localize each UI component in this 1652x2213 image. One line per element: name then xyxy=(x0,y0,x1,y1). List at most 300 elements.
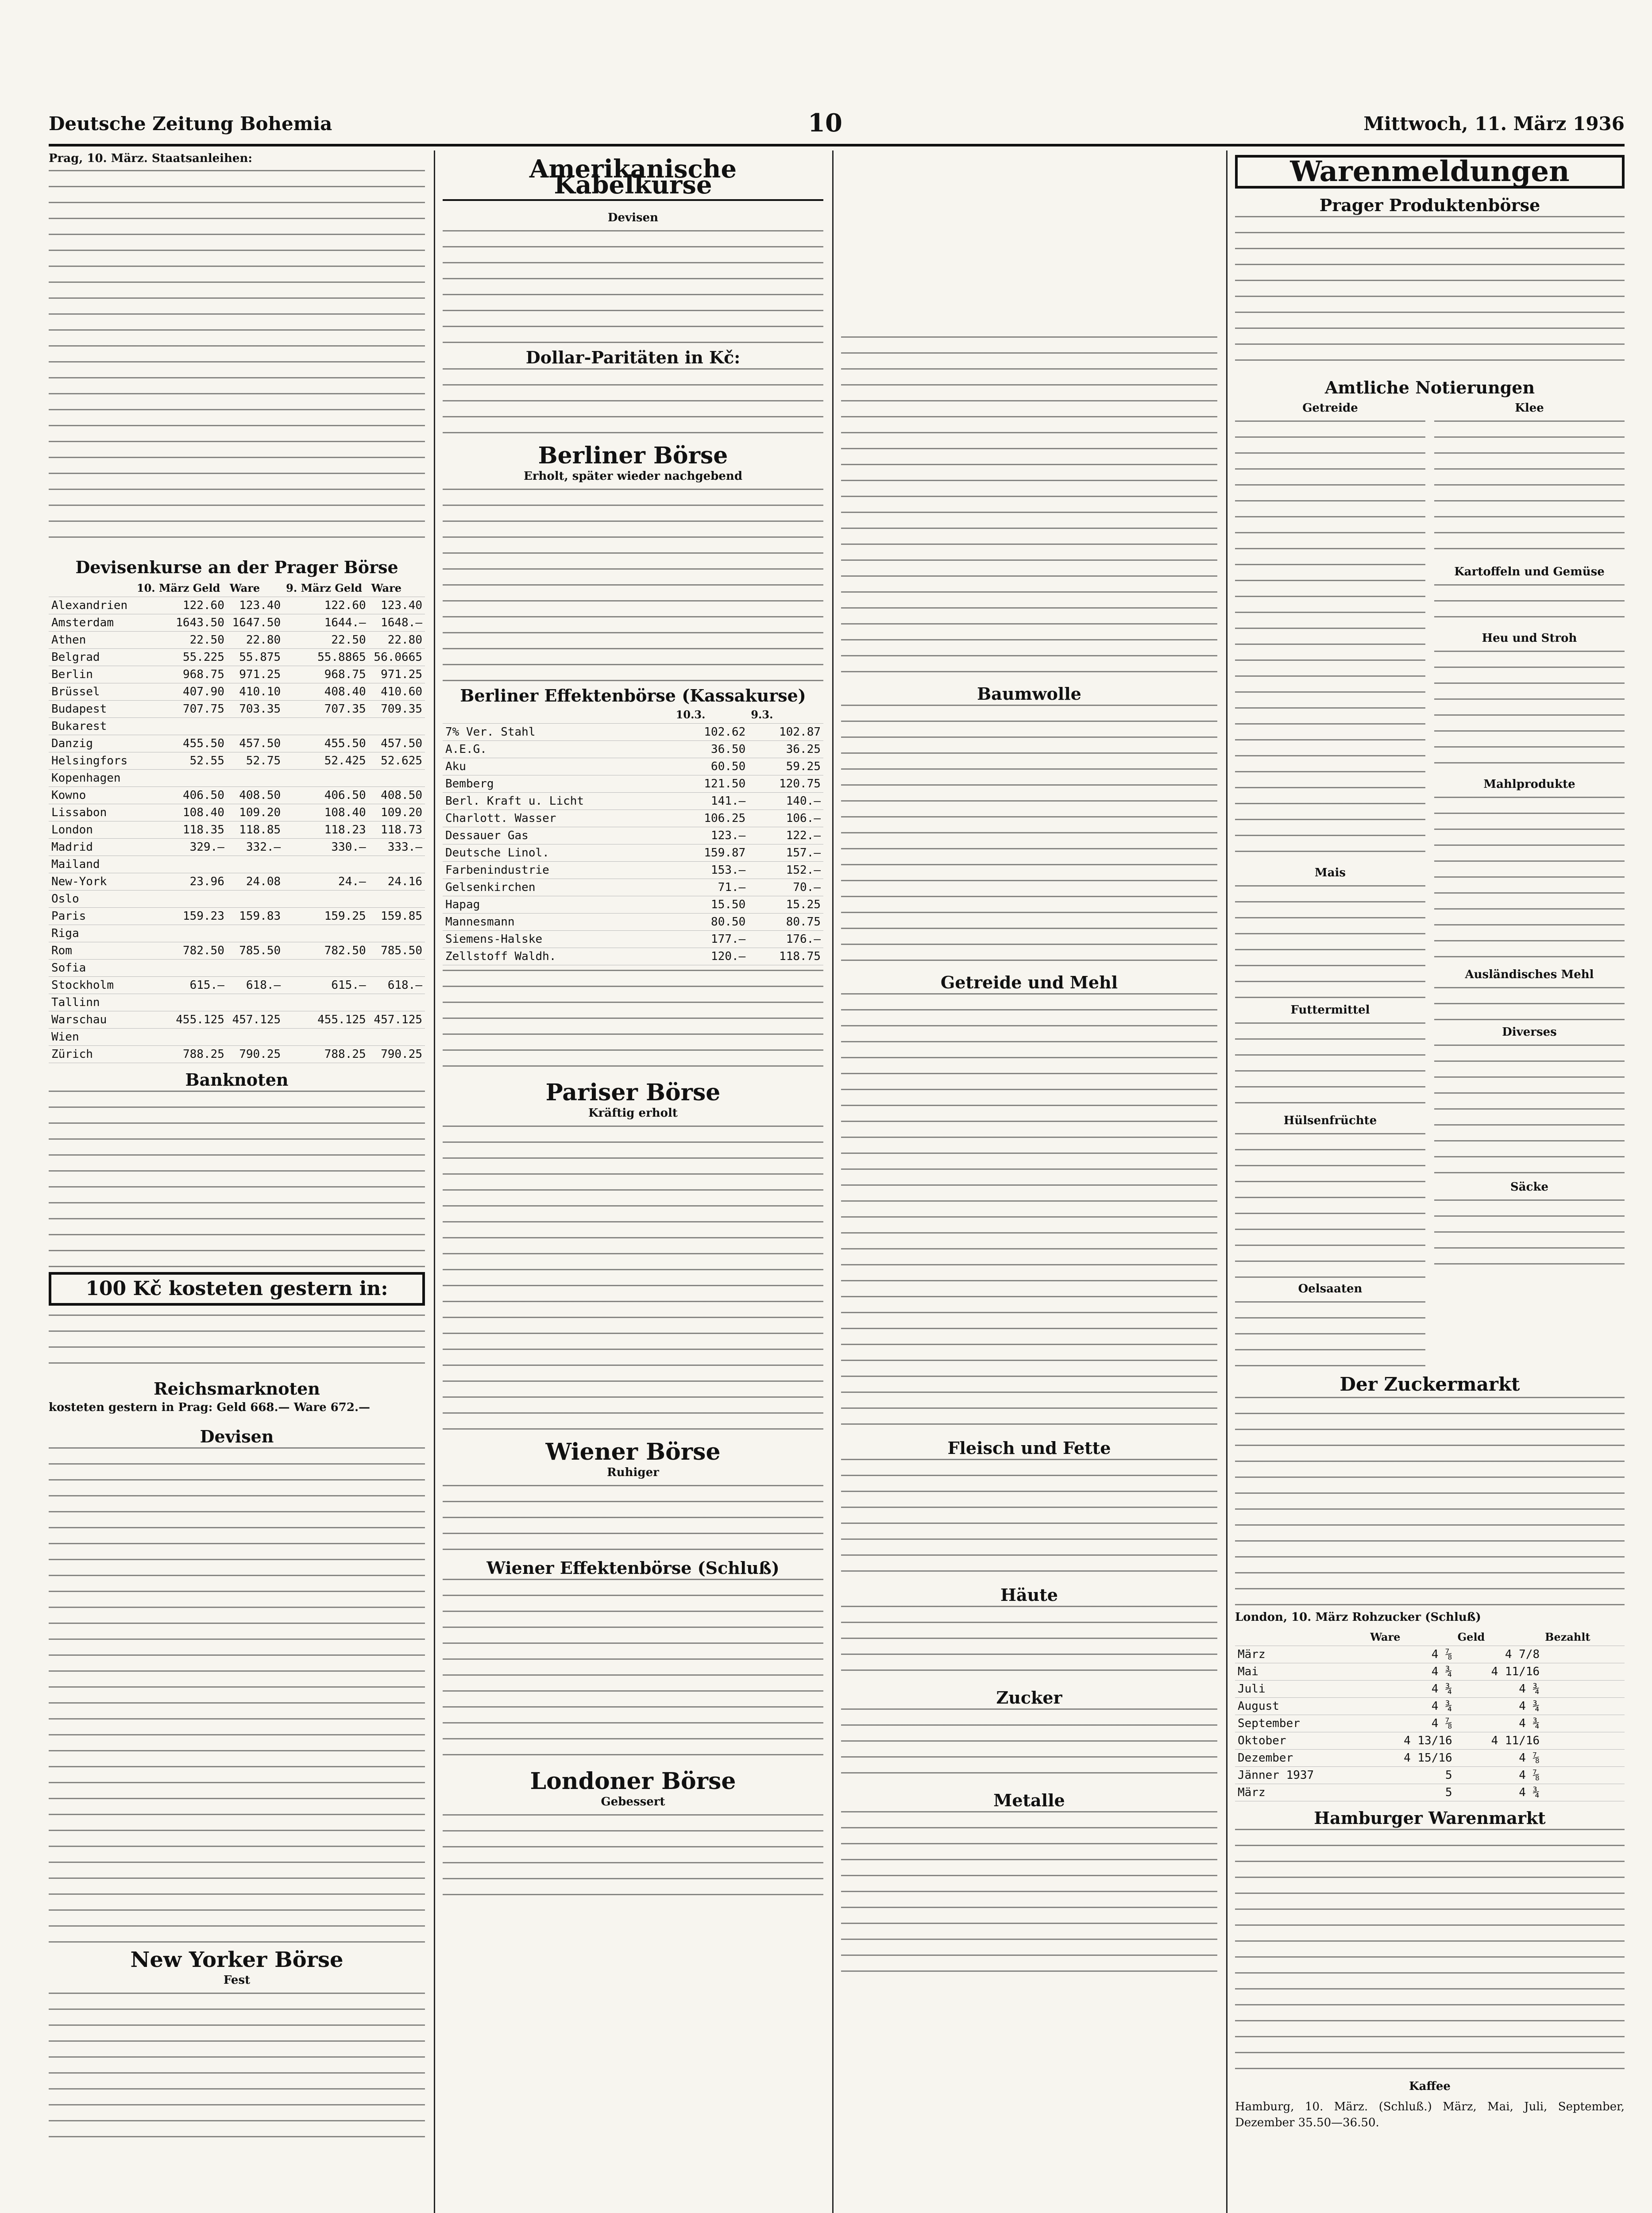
table-cell: 790.25 xyxy=(227,1046,283,1063)
table-row xyxy=(49,994,425,1011)
table-row xyxy=(49,1046,425,1063)
table-cell: 22.50 xyxy=(283,632,369,649)
table-cell: 23.96 xyxy=(134,873,227,891)
table-cell: 122.60 xyxy=(283,597,369,614)
section-title-berliner-boerse: Berliner Börse xyxy=(538,442,728,469)
label-auslaendisches-mehl: Ausländisches Mehl xyxy=(1465,968,1594,981)
table-cell: 408.40 xyxy=(283,683,369,701)
table-cell: 118.73 xyxy=(369,821,425,839)
table-cell: 15.50 xyxy=(673,896,749,914)
text-block xyxy=(443,368,823,439)
table-cell: 52.425 xyxy=(283,752,369,770)
section-title-londoner-boerse: Londoner Börse xyxy=(530,1768,736,1795)
table-cell: Siemens-Halske xyxy=(443,931,673,948)
section-title-reichsmark: Reichsmarknoten xyxy=(154,1379,320,1399)
table-cell: März xyxy=(1235,1784,1367,1801)
table-cell: 332.— xyxy=(227,839,283,856)
table-row xyxy=(49,960,425,977)
table-cell: 968.75 xyxy=(134,666,227,683)
table-cell xyxy=(227,856,283,873)
table-cell: Oktober xyxy=(1235,1732,1367,1750)
table-cell: 709.35 xyxy=(369,701,425,718)
table-cell: 4 15/16 xyxy=(1367,1750,1455,1767)
table-cell xyxy=(1542,1646,1625,1663)
table-row xyxy=(1235,1698,1625,1715)
table-cell: 118.75 xyxy=(748,948,823,965)
text-block xyxy=(1434,797,1625,965)
table-cell: 22.80 xyxy=(369,632,425,649)
table-cell xyxy=(369,994,425,1011)
table-row xyxy=(49,1011,425,1029)
text-block xyxy=(443,1485,823,1556)
table-cell: Jänner 1937 xyxy=(1235,1767,1367,1784)
table-row xyxy=(49,632,425,649)
table-cell: 118.23 xyxy=(283,821,369,839)
table-cell: 157.— xyxy=(748,844,823,862)
table-row xyxy=(49,821,425,839)
table-cell: 80.50 xyxy=(673,914,749,931)
table-cell: Mailand xyxy=(49,856,134,873)
table-row xyxy=(443,862,823,879)
section-title-wiener-effekten: Wiener Effektenbörse (Schluß) xyxy=(486,1558,780,1578)
text-block xyxy=(1235,1022,1425,1111)
table-cell: Warschau xyxy=(49,1011,134,1029)
section-title-metalle: Metalle xyxy=(993,1790,1065,1810)
table-cell: 141.— xyxy=(673,793,749,810)
table-cell: 4 ⅞ xyxy=(1367,1715,1455,1732)
table-cell: 785.50 xyxy=(369,942,425,960)
table-cell: 457.125 xyxy=(369,1011,425,1029)
table-cell xyxy=(134,1029,227,1046)
table-cell: 159.87 xyxy=(673,844,749,862)
table-cell: 782.50 xyxy=(283,942,369,960)
table-row xyxy=(49,942,425,960)
table-cell xyxy=(1542,1750,1625,1767)
table-cell: 159.85 xyxy=(369,908,425,925)
table-cell: 118.35 xyxy=(134,821,227,839)
table-cell: 410.10 xyxy=(227,683,283,701)
table-row xyxy=(49,891,425,908)
table-cell xyxy=(227,718,283,735)
table-cell: 971.25 xyxy=(227,666,283,683)
table-cell: 1643.50 xyxy=(134,614,227,632)
devisen-table xyxy=(49,580,425,1063)
table-cell: 785.50 xyxy=(227,942,283,960)
text-block xyxy=(1434,1045,1625,1177)
section-title-banknoten: Banknoten xyxy=(185,1070,289,1090)
text-block xyxy=(1434,987,1625,1022)
text-block xyxy=(1434,420,1625,562)
table-cell xyxy=(283,925,369,942)
table-row xyxy=(443,741,823,758)
table-cell: 5 xyxy=(1367,1784,1455,1801)
table-cell: 70.— xyxy=(748,879,823,896)
table-cell: 153.— xyxy=(673,862,749,879)
table-cell: Zellstoff Waldh. xyxy=(443,948,673,965)
table-row xyxy=(49,908,425,925)
table-row xyxy=(49,683,425,701)
table-cell: 4 ¾ xyxy=(1367,1663,1455,1681)
table-cell: 52.75 xyxy=(227,752,283,770)
table-cell: 4 13/16 xyxy=(1367,1732,1455,1750)
table-cell: 4 ⅞ xyxy=(1455,1767,1542,1784)
table-cell: 22.80 xyxy=(227,632,283,649)
table-row xyxy=(49,804,425,821)
table-cell: Hapag xyxy=(443,896,673,914)
section-title-baumwolle: Baumwolle xyxy=(977,684,1081,704)
text-block xyxy=(841,705,1217,970)
table-row xyxy=(443,948,823,965)
table-cell: 55.225 xyxy=(134,649,227,666)
table-cell: 782.50 xyxy=(134,942,227,960)
section-title-devisen: Devisen xyxy=(200,1426,274,1446)
headline-box: 100 Kč kosteten gestern in: xyxy=(49,1272,425,1306)
table-cell: 788.25 xyxy=(134,1046,227,1063)
section-title-fleisch-fette: Fleisch und Fette xyxy=(947,1438,1111,1458)
text-block xyxy=(841,993,1217,1436)
text-block xyxy=(841,1606,1217,1685)
table-row xyxy=(443,793,823,810)
text-block xyxy=(49,1091,425,1268)
table-row xyxy=(49,977,425,994)
table-cell xyxy=(283,770,369,787)
table-cell: Budapest xyxy=(49,701,134,718)
table-cell: A.E.G. xyxy=(443,741,673,758)
table-cell xyxy=(283,960,369,977)
table-cell: 118.85 xyxy=(227,821,283,839)
table-row xyxy=(49,735,425,752)
column-divider xyxy=(434,150,435,2213)
issue-date: Mittwoch, 11. März 1936 xyxy=(1363,113,1625,135)
table-cell xyxy=(369,718,425,735)
text-block xyxy=(49,1447,425,1943)
section-subtitle: Erholt, später wieder nachgebend xyxy=(524,470,742,483)
table-cell: 615.— xyxy=(283,977,369,994)
table-row xyxy=(1235,1732,1625,1750)
label-kaffee: Kaffee xyxy=(1409,2080,1451,2093)
table-cell xyxy=(369,925,425,942)
table-cell: 457.50 xyxy=(227,735,283,752)
label-kartoffeln: Kartoffeln und Gemüse xyxy=(1454,565,1605,578)
table-cell: 618.— xyxy=(369,977,425,994)
text-block xyxy=(49,170,425,551)
text-block xyxy=(1235,1301,1425,1368)
text-block xyxy=(443,230,823,345)
table-header: Ware xyxy=(1367,1629,1455,1646)
table-cell: 1644.— xyxy=(283,614,369,632)
notierungen-grid xyxy=(1235,398,1625,1368)
section-title-kabelkurse: Amerikanische Kabelkurse xyxy=(443,155,823,201)
table-cell: Tallinn xyxy=(49,994,134,1011)
table-row xyxy=(49,666,425,683)
table-cell: 55.8865 xyxy=(283,649,369,666)
table-cell xyxy=(1542,1715,1625,1732)
page-header xyxy=(49,108,1625,139)
table-cell: 7% Ver. Stahl xyxy=(443,724,673,741)
table-cell xyxy=(283,856,369,873)
table-cell xyxy=(369,770,425,787)
zucker-table xyxy=(1235,1629,1625,1801)
table-cell: 4 11/16 xyxy=(1455,1663,1542,1681)
section-subtitle: Devisen xyxy=(607,211,659,224)
table-row xyxy=(49,701,425,718)
table-cell: New-York xyxy=(49,873,134,891)
table-cell: 968.75 xyxy=(283,666,369,683)
section-subtitle: Ruhiger xyxy=(607,1466,659,1479)
table-cell: 159.23 xyxy=(134,908,227,925)
table-cell: 4 ¾ xyxy=(1455,1715,1542,1732)
text-block xyxy=(1434,1199,1625,1266)
text-block xyxy=(841,1811,1217,1979)
table-cell: Berl. Kraft u. Licht xyxy=(443,793,673,810)
table-row xyxy=(49,614,425,632)
table-cell: 24.— xyxy=(283,873,369,891)
label-huelsenfruechte: Hülsenfrüchte xyxy=(1283,1114,1377,1127)
table-header xyxy=(443,706,673,724)
table-cell: 71.— xyxy=(673,879,749,896)
table-cell xyxy=(283,1029,369,1046)
table-row xyxy=(49,839,425,856)
section-title-prager-produktenboerse: Prager Produktenbörse xyxy=(1319,195,1540,215)
table-cell: August xyxy=(1235,1698,1367,1715)
table-cell xyxy=(1542,1698,1625,1715)
table-cell: 406.50 xyxy=(283,787,369,804)
table-cell: Madrid xyxy=(49,839,134,856)
table-cell xyxy=(134,718,227,735)
table-cell xyxy=(227,891,283,908)
table-cell xyxy=(1542,1663,1625,1681)
section-title-getreide-mehl: Getreide und Mehl xyxy=(940,972,1118,992)
table-row xyxy=(1235,1715,1625,1732)
table-cell: 177.— xyxy=(673,931,749,948)
text-block xyxy=(1434,651,1625,775)
table-cell: Wien xyxy=(49,1029,134,1046)
article-lead: Prag, 10. März. Staatsanleihen: xyxy=(49,152,252,165)
table-row xyxy=(443,775,823,793)
table-cell: 790.25 xyxy=(369,1046,425,1063)
table-cell: 36.25 xyxy=(748,741,823,758)
table-cell: 52.625 xyxy=(369,752,425,770)
section-title-devisenkurse: Devisenkurse an der Prager Börse xyxy=(75,557,398,577)
section-subtitle: Fest xyxy=(223,1974,251,1987)
table-cell xyxy=(134,960,227,977)
table-cell: 4 ¾ xyxy=(1455,1784,1542,1801)
text-block xyxy=(443,1126,823,1435)
table-cell: 618.— xyxy=(227,977,283,994)
table-cell: 176.— xyxy=(748,931,823,948)
label-mais: Mais xyxy=(1314,866,1346,879)
table-cell: Rom xyxy=(49,942,134,960)
section-title-berliner-effekten: Berliner Effektenbörse (Kassakurse) xyxy=(460,686,806,706)
table-row xyxy=(49,1029,425,1046)
label-diverses: Diverses xyxy=(1502,1026,1557,1039)
table-cell: 102.62 xyxy=(673,724,749,741)
table-cell: Dezember xyxy=(1235,1750,1367,1767)
table-row xyxy=(443,724,823,741)
label-saecke: Säcke xyxy=(1510,1180,1548,1194)
table-cell xyxy=(283,718,369,735)
table-cell: 56.0665 xyxy=(369,649,425,666)
text-block xyxy=(1235,1133,1425,1279)
table-cell xyxy=(283,994,369,1011)
table-cell: 120.— xyxy=(673,948,749,965)
table-cell: 159.83 xyxy=(227,908,283,925)
table-cell: 707.75 xyxy=(134,701,227,718)
table-cell: Bukarest xyxy=(49,718,134,735)
table-cell: Farbenindustrie xyxy=(443,862,673,879)
table-cell xyxy=(1542,1681,1625,1698)
table-cell: London xyxy=(49,821,134,839)
table-cell: 1647.50 xyxy=(227,614,283,632)
table-cell: Riga xyxy=(49,925,134,942)
table-cell: 24.16 xyxy=(369,873,425,891)
column-3 xyxy=(841,150,1217,1979)
label-heu-stroh: Heu und Stroh xyxy=(1482,632,1577,645)
table-cell xyxy=(134,925,227,942)
label-futtermittel: Futtermittel xyxy=(1290,1003,1370,1017)
column-divider xyxy=(1226,150,1227,2213)
table-cell: Danzig xyxy=(49,735,134,752)
table-cell: März xyxy=(1235,1646,1367,1663)
table-cell: 152.— xyxy=(748,862,823,879)
table-cell: Paris xyxy=(49,908,134,925)
table-cell: 1648.— xyxy=(369,614,425,632)
section-title-haeute: Häute xyxy=(1000,1585,1058,1605)
table-cell: Mannesmann xyxy=(443,914,673,931)
table-cell: 406.50 xyxy=(134,787,227,804)
section-title-zuckermarkt: Der Zuckermarkt xyxy=(1339,1373,1520,1395)
table-cell: 971.25 xyxy=(369,666,425,683)
label-mahlprodukte: Mahlprodukte xyxy=(1483,778,1575,791)
text-block xyxy=(443,489,823,683)
column-2 xyxy=(443,150,823,1903)
table-header: Bezahlt xyxy=(1542,1629,1625,1646)
section-title-pariser-boerse: Pariser Börse xyxy=(545,1079,721,1106)
table-cell: 407.90 xyxy=(134,683,227,701)
table-header: Geld xyxy=(1455,1629,1542,1646)
table-cell: Zürich xyxy=(49,1046,134,1063)
text-block xyxy=(841,1459,1217,1583)
table-cell: 36.50 xyxy=(673,741,749,758)
table-row xyxy=(443,827,823,844)
table-cell: Dessauer Gas xyxy=(443,827,673,844)
table-cell: 108.40 xyxy=(283,804,369,821)
section-title-zucker: Zucker xyxy=(996,1688,1062,1708)
table-cell: 4 ¾ xyxy=(1367,1698,1455,1715)
table-cell: Helsingfors xyxy=(49,752,134,770)
berlin-effekten-table xyxy=(443,706,823,965)
text-block xyxy=(1235,1829,1625,2077)
table-row xyxy=(443,758,823,775)
table-row xyxy=(1235,1767,1625,1784)
section-title-hamburger-warenmarkt: Hamburger Warenmarkt xyxy=(1314,1808,1546,1828)
table-cell xyxy=(369,856,425,873)
table-cell: 615.— xyxy=(134,977,227,994)
table-cell: 109.20 xyxy=(227,804,283,821)
table-cell: 455.125 xyxy=(283,1011,369,1029)
header-rule xyxy=(49,144,1625,147)
section-title-dollar-paritaeten: Dollar-Paritäten in Kč: xyxy=(525,347,741,367)
hamburg-kaffee: Hamburg, 10. März. (Schluß.) März, Mai, Juli, September, Dezember 35.50—36.50. xyxy=(1235,2100,1625,2129)
table-cell: 4 ¾ xyxy=(1455,1698,1542,1715)
table-cell: 123.— xyxy=(673,827,749,844)
section-title-new-yorker-boerse: New Yorker Börse xyxy=(130,1947,344,1972)
table-header: 9.3. xyxy=(748,706,823,724)
text-block xyxy=(841,1708,1217,1788)
table-cell: Lissabon xyxy=(49,804,134,821)
text-block xyxy=(443,1814,823,1903)
london-zucker-lead: London, 10. März Rohzucker (Schluß) xyxy=(1235,1611,1481,1624)
table-cell: 410.60 xyxy=(369,683,425,701)
table-cell xyxy=(1542,1784,1625,1801)
table-row xyxy=(49,856,425,873)
table-cell: 5 xyxy=(1367,1767,1455,1784)
table-row xyxy=(443,914,823,931)
text-block xyxy=(49,1993,425,2139)
table-cell: 60.50 xyxy=(673,758,749,775)
table-cell: 15.25 xyxy=(748,896,823,914)
section-title-wiener-boerse: Wiener Börse xyxy=(545,1438,721,1465)
table-cell: Oslo xyxy=(49,891,134,908)
table-cell: 52.55 xyxy=(134,752,227,770)
section-title-warenmeldungen: Warenmeldungen xyxy=(1235,155,1625,189)
table-cell: Sofia xyxy=(49,960,134,977)
table-cell xyxy=(227,925,283,942)
text-block xyxy=(49,1315,425,1376)
table-cell: 330.— xyxy=(283,839,369,856)
table-cell xyxy=(134,994,227,1011)
table-cell: Charlott. Wasser xyxy=(443,810,673,827)
table-cell: 788.25 xyxy=(283,1046,369,1063)
table-cell: 408.50 xyxy=(369,787,425,804)
table-cell: 106.— xyxy=(748,810,823,827)
text-block xyxy=(443,970,823,1076)
table-row xyxy=(49,718,425,735)
table-cell xyxy=(134,891,227,908)
table-header: 10.3. xyxy=(673,706,749,724)
text-block xyxy=(1235,420,1425,863)
table-cell: 457.125 xyxy=(227,1011,283,1029)
table-cell xyxy=(227,994,283,1011)
text-block xyxy=(841,336,1217,682)
table-row xyxy=(443,896,823,914)
table-cell xyxy=(227,1029,283,1046)
table-cell: Aku xyxy=(443,758,673,775)
table-cell: 106.25 xyxy=(673,810,749,827)
table-cell xyxy=(1542,1732,1625,1750)
table-cell: Alexandrien xyxy=(49,597,134,614)
table-cell: 140.— xyxy=(748,793,823,810)
table-cell: 4 11/16 xyxy=(1455,1732,1542,1750)
table-cell: Gelsenkirchen xyxy=(443,879,673,896)
table-cell: Belgrad xyxy=(49,649,134,666)
table-row xyxy=(49,925,425,942)
table-cell: 80.75 xyxy=(748,914,823,931)
table-cell: Kowno xyxy=(49,787,134,804)
table-cell: 4 7/8 xyxy=(1455,1646,1542,1663)
table-cell: 109.20 xyxy=(369,804,425,821)
table-cell: 24.08 xyxy=(227,873,283,891)
table-row xyxy=(49,770,425,787)
table-row xyxy=(443,810,823,827)
label-getreide: Getreide xyxy=(1302,401,1358,415)
table-row xyxy=(1235,1681,1625,1698)
text-block xyxy=(1434,584,1625,628)
reichsmark-text: kosteten gestern in Prag: Geld 668.— Ware 672.— xyxy=(49,1401,371,1414)
table-row xyxy=(49,597,425,614)
column-divider xyxy=(832,150,834,2213)
table-header xyxy=(1235,1629,1367,1646)
